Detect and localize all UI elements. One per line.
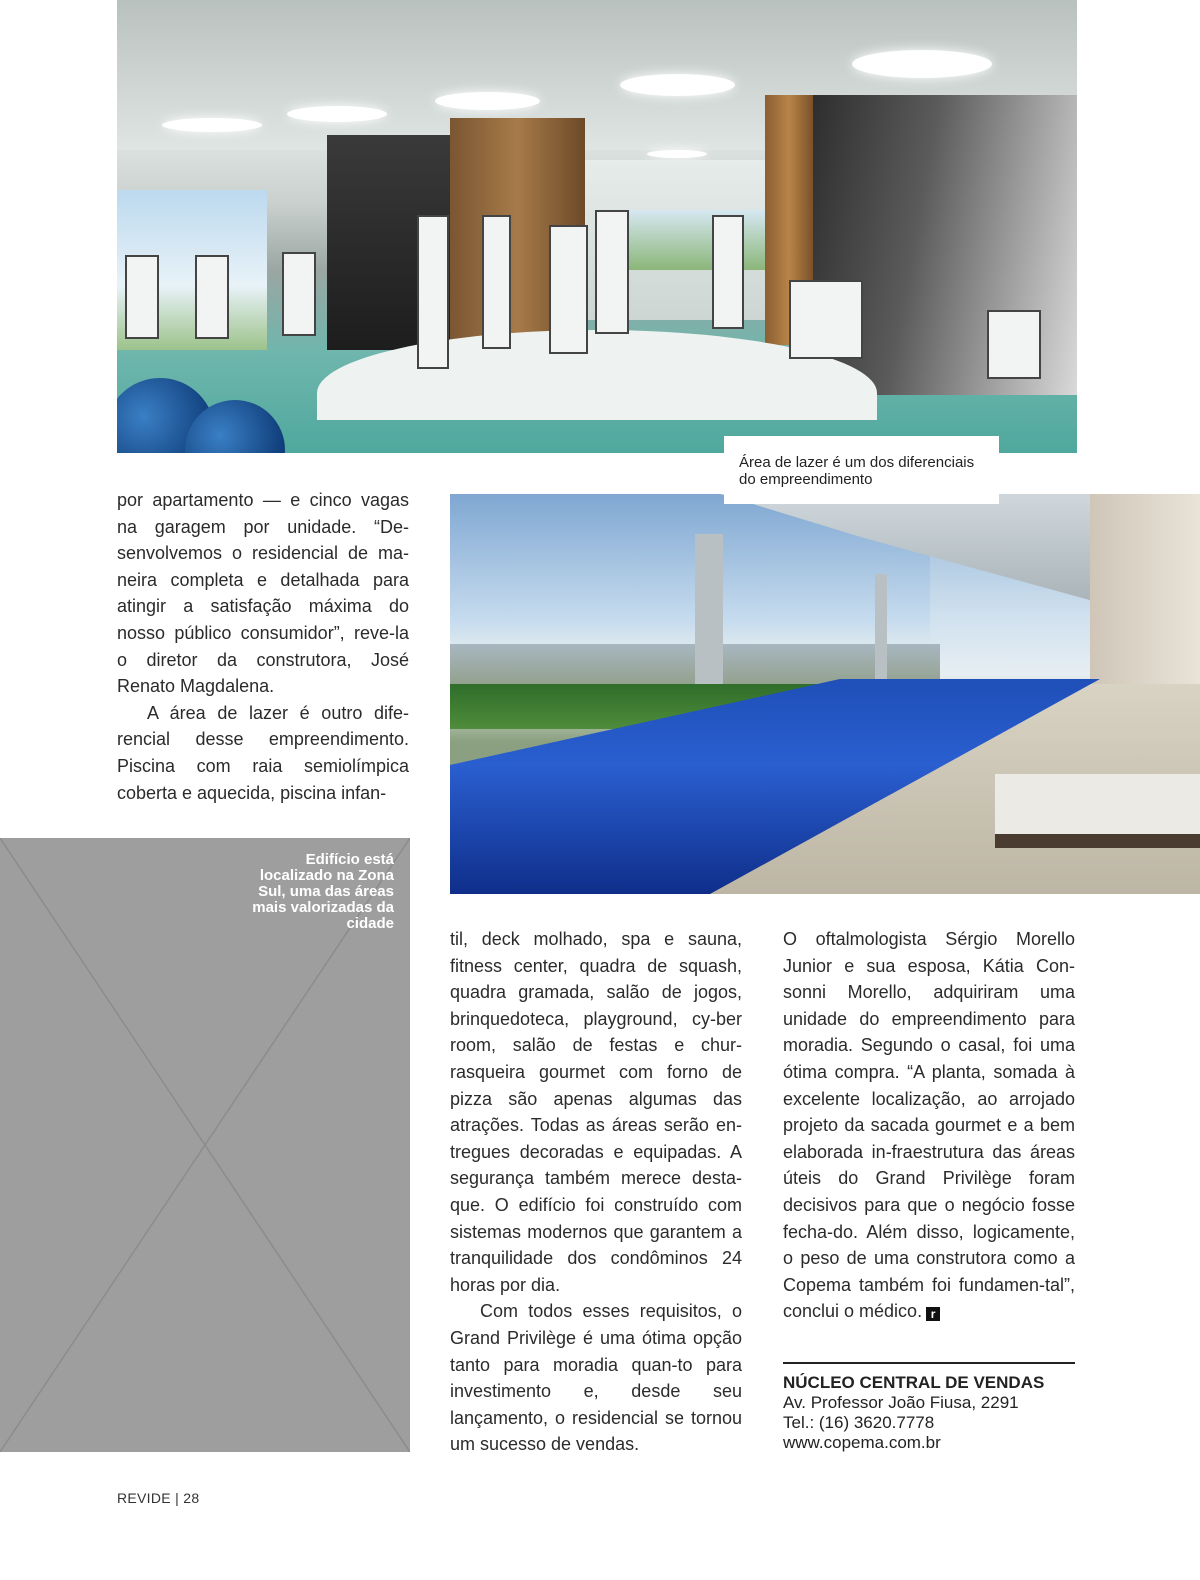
sales-phone: Tel.: (16) 3620.7778 <box>783 1413 935 1432</box>
footer-separator: | <box>175 1490 180 1506</box>
ceiling-light <box>647 150 707 158</box>
sales-info <box>783 1373 1083 1453</box>
article-column-left <box>117 487 409 806</box>
paragraph <box>783 926 1075 1325</box>
weight-machine <box>417 215 449 369</box>
weight-machine <box>549 225 588 354</box>
weight-machine <box>712 215 744 329</box>
paragraph-text: O oftalmologista Sérgio Morello Junior e sua esposa, Kátia Con-sonni Morello, adquiriram uma unidade do empreendimento para moradia. Segundo o casal, foi uma ótima compra. “A planta, somada à excelente localização, ao arrojado projeto da sacada gourmet e a bem elaborada in-fraestrutura das áreas úteis do Grand Privilège foram decisivos para que o negócio fosse fecha-do. Além disso, logicamente, o peso de uma construtora como a Copema também foi fundamen-tal”, conclui o médico. <box>783 929 1075 1322</box>
ceiling-light <box>620 74 735 96</box>
bench <box>987 310 1041 379</box>
lounger <box>995 774 1200 848</box>
gym-photo <box>117 0 1077 453</box>
gym-photo-caption: Área de lazer é um dos diferenciais do empreendimento <box>724 436 999 504</box>
paragraph: til, deck molhado, spa e sauna, fitness center, quadra de squash, quadra gramada, salão de jogos, brinquedoteca, playground, cy-ber room, salão de festas e chur-rasqueira gourmet com forno de pizza são apenas algumas das atrações. Todas as áreas serão en-tregues decoradas e equipadas. A segurança também merece desta-que. O edifício foi construído com sistemas modernos que garantem a tranquilidade dos condôminos 24 horas por dia. <box>450 929 742 1295</box>
ceiling-light <box>435 92 540 110</box>
page-footer <box>117 1490 199 1506</box>
pool-photo <box>450 494 1200 894</box>
ceiling-light <box>162 118 262 132</box>
magazine-name: REVIDE <box>117 1490 171 1506</box>
dumbbell-rack <box>789 280 863 359</box>
divider <box>783 1362 1075 1364</box>
ceiling-light <box>287 106 387 122</box>
article-column-middle <box>450 926 742 1458</box>
end-mark-icon: r <box>926 1307 940 1321</box>
treadmill <box>195 255 229 339</box>
weight-machine <box>482 215 511 349</box>
paragraph: Com todos esses requisitos, o Grand Privilège é uma ótima opção tanto para moradia quan-to para investimento e, desde seu lançamento, o residencial se tornou um sucesso de vendas. <box>450 1301 742 1455</box>
sales-heading: NÚCLEO CENTRAL DE VENDAS <box>783 1373 1045 1392</box>
paragraph: A área de lazer é outro dife-rencial desse empreendimento. Piscina com raia semiolímpica coberta e aquecida, piscina infan- <box>117 702 409 803</box>
treadmill <box>282 252 316 336</box>
sales-address: Av. Professor João Fiusa, 2291 <box>783 1393 1019 1412</box>
ceiling-light <box>852 50 992 78</box>
paragraph: por apartamento — e cinco vagas na garagem por unidade. “De-senvolvemos o residencial de ma-neira completa e detalhada para atingir a satisfação máxima do nosso público consumidor”, reve-la o diretor da construtora, José Renato Magdalena. <box>117 490 409 697</box>
article-column-right <box>783 926 1075 1325</box>
gym-back-window <box>622 210 782 270</box>
treadmill <box>125 255 159 339</box>
page-number: 28 <box>183 1490 200 1506</box>
pool-photo-caption: Edifício está localizado na Zona Sul, uma das áreas mais valorizadas da cidade <box>252 851 394 932</box>
weight-machine <box>595 210 629 334</box>
sales-website[interactable]: www.copema.com.br <box>783 1433 941 1452</box>
